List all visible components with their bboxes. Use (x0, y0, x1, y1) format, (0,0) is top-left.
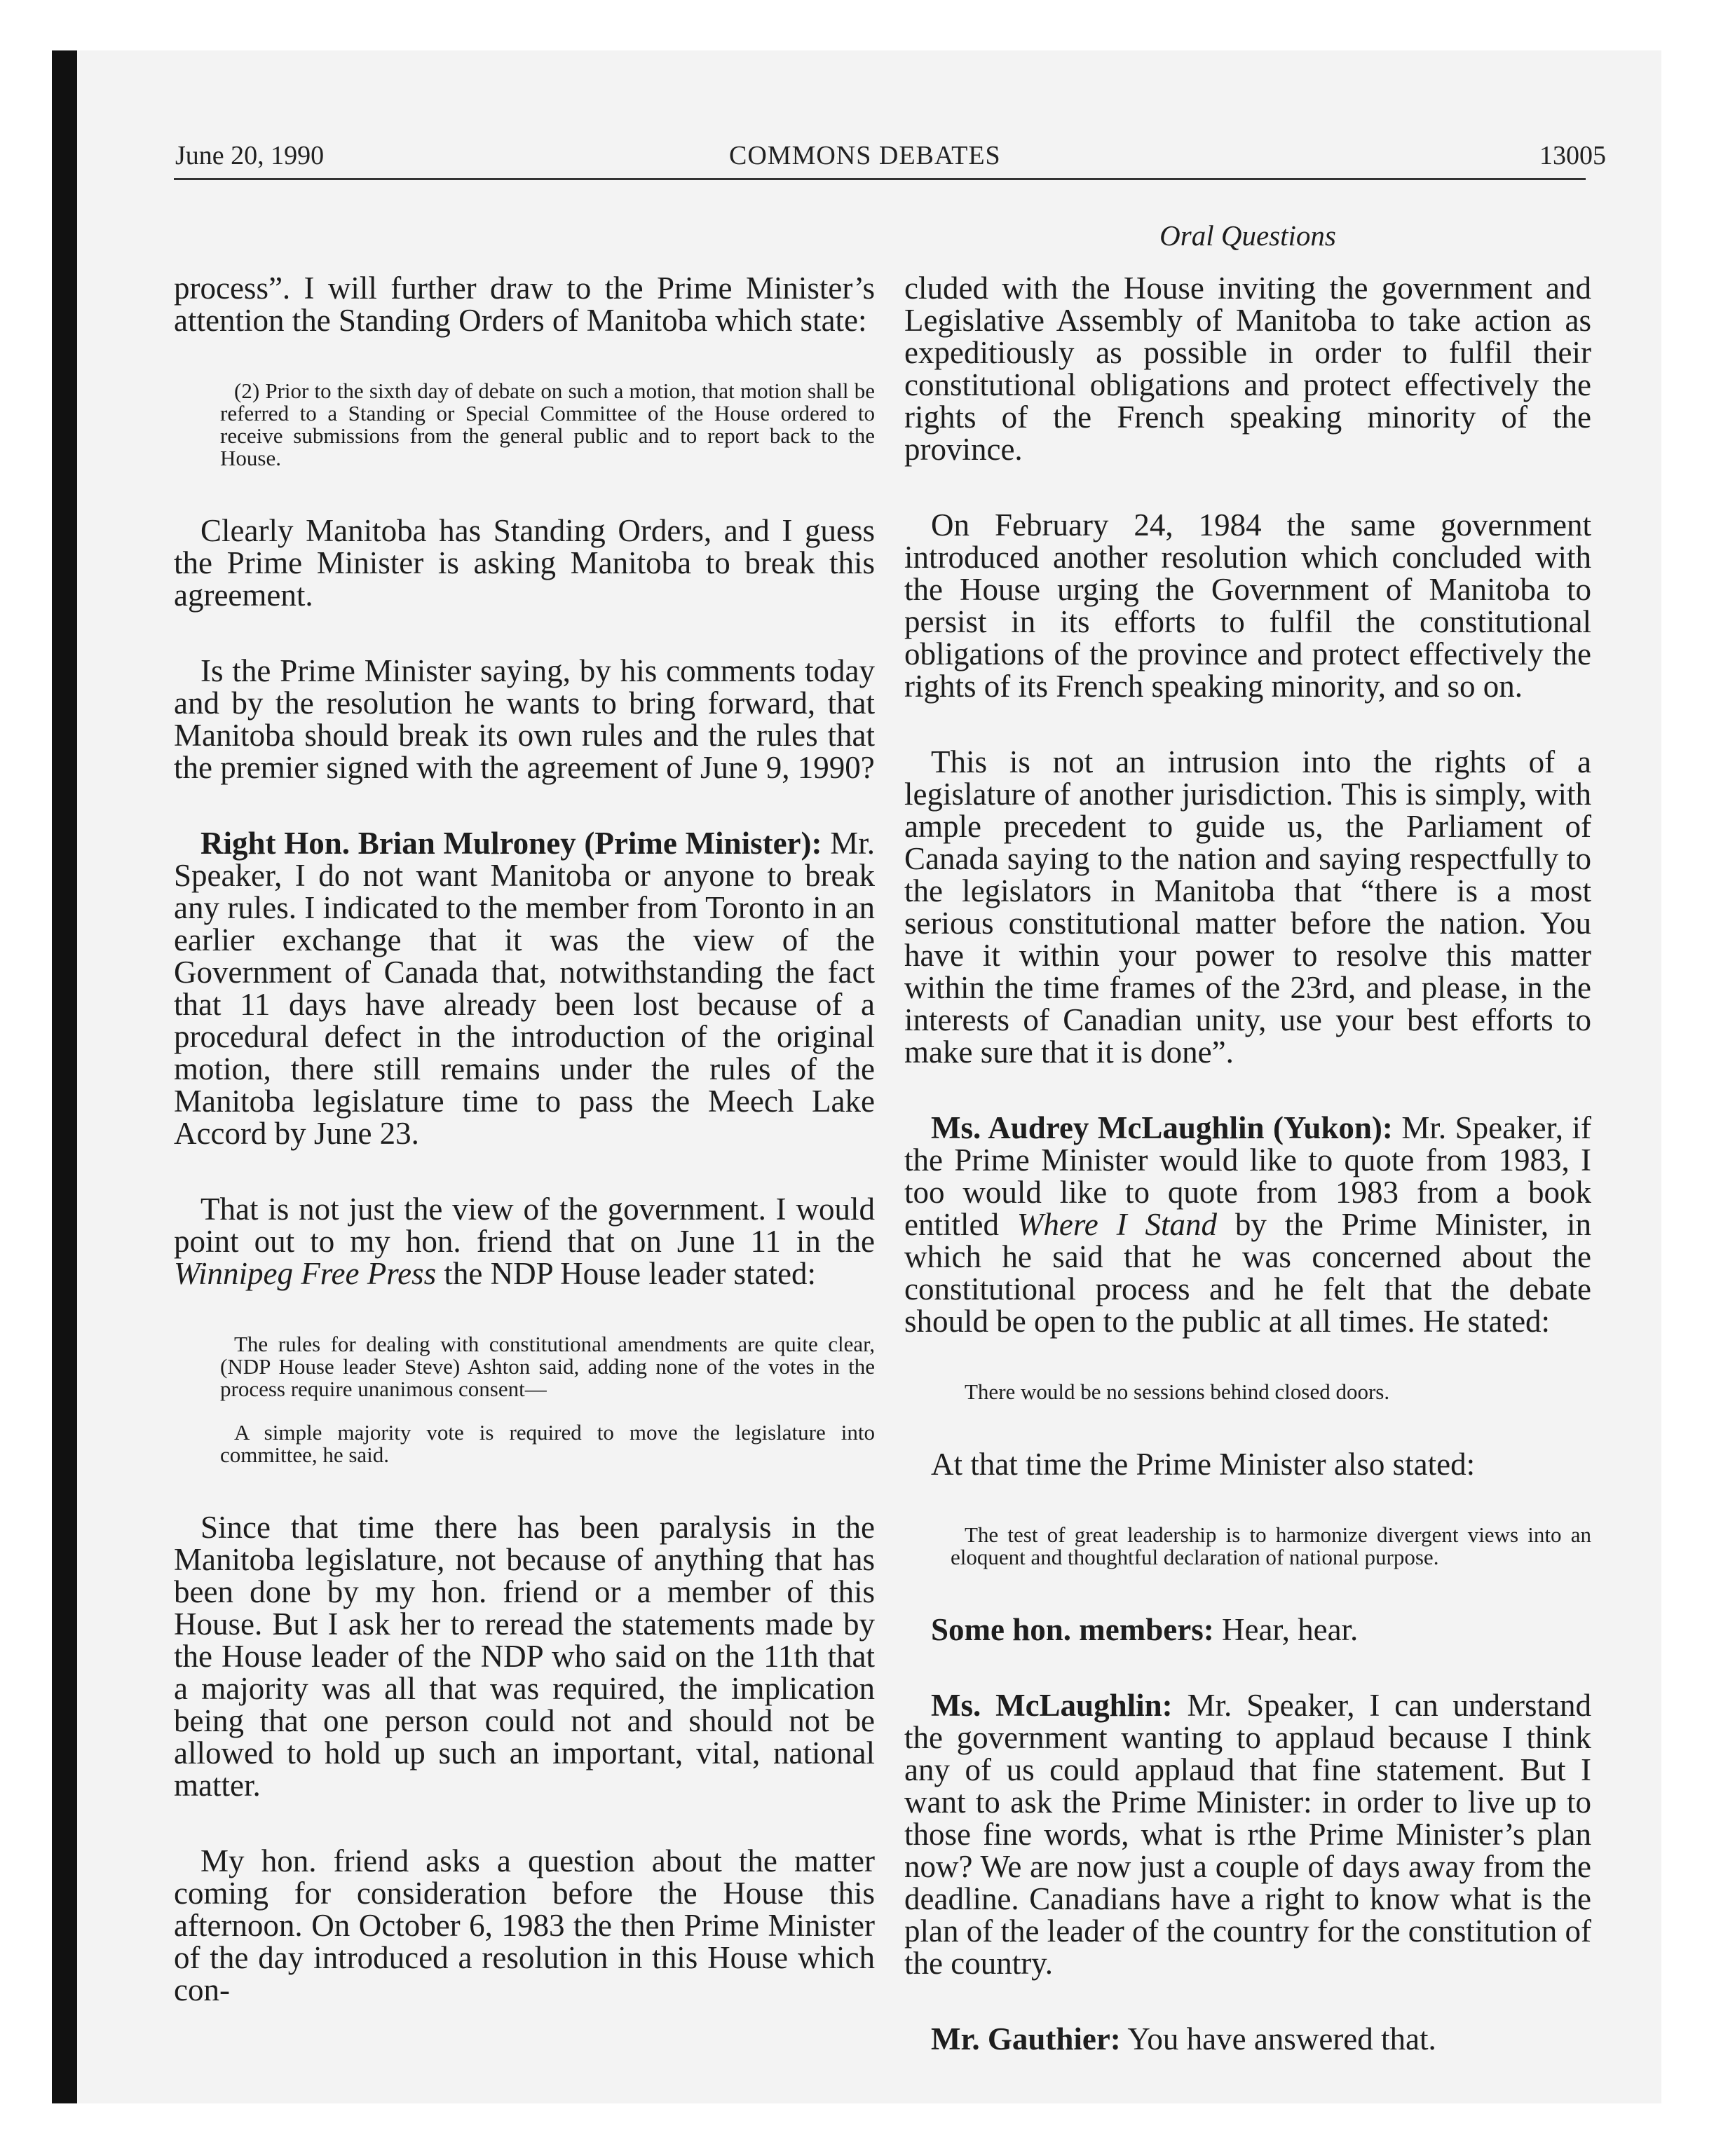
book-title: Where I Stand (1016, 1207, 1217, 1242)
paragraph: Since that time there has been paralysis in the Manitoba legislature, not because of anything that has been done by my hon. friend or a member of this House. But I ask her to reread the statements made by the House leader of the NDP who said on the 11th that a majority was all that was required, the implication being that one person could not and should not be allowed to hold up such an important, vital, national matter. (174, 1510, 875, 1803)
speech-text: Mr. Speaker, I do not want Manitoba or anyone to break any rules. I indicated to the member from Toronto in an earlier exchange that it was the view of the Government of Canada that, notwithstanding the fact that 11 days have already been lost because of a procedural defect in the introduction of the original motion, there still remains under the rules of the Manitoba legislature time to pass the Meech Lake Accord by June 23. (174, 826, 875, 1151)
paragraph: On February 24, 1984 the same government introduced another resolution which concluded with the House urging the Government of Manitoba to persist in its efforts to fulfil the constitutional obligations of the province and protect effectively the rights of its French speaking minority, and so on. (904, 507, 1591, 704)
paragraph: cluded with the House inviting the government and Legislative Assembly of Manitoba to take action as expeditiously as possible in order to fulfil their constitutional obligations and protect effectively the rights of the French speaking minority of the province. (904, 271, 1591, 467)
speech (904, 1613, 1591, 1646)
speech (174, 827, 875, 1149)
scan-shadow-edge (52, 50, 77, 2103)
speaker-name: Ms. McLaughlin: (931, 1688, 1173, 1723)
speaker-name: Some hon. members: (931, 1612, 1214, 1647)
speech (904, 2023, 1591, 2055)
paragraph: Is the Prime Minister saying, by his comments today and by the resolution he wants to bring forward, that Manitoba should break its own rules and the rules that the premier signed with the agreement of June 9, 1990? (174, 653, 875, 785)
header-title: COMMONS DEBATES (729, 141, 1001, 170)
block-quote: The rules for dealing with constitutional amendments are quite clear, (NDP House leader Steve) Ashton said, adding none of the votes in the process require unanimous consent— (220, 1332, 875, 1401)
speaker-name: Right Hon. Brian Mulroney (Prime Minister): (200, 826, 822, 861)
speech-text: by the Prime Minister, in which he said that he was concerned about the constitutional process and he felt that the debate should be open to the public at all times. He stated: (904, 1207, 1592, 1339)
speech-text: Mr. Speaker, if the Prime Minister would like to quote from 1983, I too would like to quote from 1983 from a book entitled (904, 1110, 1591, 1242)
header-date: June 20, 1990 (175, 141, 325, 170)
paragraph-text: That is not just the view of the government. I would point out to my hon. friend that on June 11 in the (174, 1192, 875, 1259)
paragraph: At that time the Prime Minister also stated: (931, 1447, 1476, 1482)
speech-text: You have answered that. (1127, 2021, 1436, 2056)
paragraph-text: the NDP House leader stated: (444, 1256, 817, 1291)
paragraph: This is not an intrusion into the rights of a legislature of another jurisdiction. This is simply, with ample precedent to guide us, the Parliament of Canada saying to the nation and saying respectfully to the legislators in Manitoba that “there is a most serious constitutional matter before the nation. You have it within your power to resolve this matter within the time frames of the 23rd, and please, in the interests of Canadian unity, use your best efforts to make sure that it is done”. (904, 744, 1591, 1070)
paragraph: My hon. friend asks a question about the matter coming for consideration before the House this afternoon. On October 6, 1983 the then Prime Minister of the day introduced a resolution in this House which con- (174, 1843, 875, 2007)
speech-text: Mr. Speaker, I can understand the government wanting to applaud because I think any of us could applaud that fine statement. But I want to ask the Prime Minister: in order to live up to those fine words, what is rthe Prime Minister’s plan now? We are now just a couple of days away from the deadline. Canadians have a right to know what is the plan of the leader of the country for the constitution of the country. (904, 1688, 1591, 1981)
speech (904, 1112, 1591, 1337)
speaker-name: Ms. Audrey McLaughlin (Yukon): (931, 1110, 1393, 1145)
speech-text: Hear, hear. (1221, 1612, 1359, 1647)
block-quote: The test of great leadership is to harmonize divergent views into an eloquent and thoughtful declaration of national purpose. (951, 1522, 1591, 1569)
block-quote: (2) Prior to the sixth day of debate on such a motion, that motion shall be referred to a Standing or Special Committee of the House ordered to receive submissions from the general public and to report back to the House. (220, 378, 875, 470)
paragraph: Clearly Manitoba has Standing Orders, and I guess the Prime Minister is asking Manitoba to break this agreement. (174, 513, 875, 613)
section-label: Oral Questions (1159, 219, 1336, 252)
left-column (174, 272, 875, 2049)
speech (904, 1689, 1591, 1979)
speaker-name: Mr. Gauthier: (931, 2021, 1121, 2056)
publication-title: Winnipeg Free Press (174, 1256, 437, 1291)
right-column (904, 272, 1591, 2099)
header-rule (174, 178, 1586, 180)
paragraph (174, 1193, 875, 1290)
block-quote: There would be no sessions behind closed doors. (965, 1379, 1390, 1404)
paragraph: process”. I will further draw to the Prime Minister’s attention the Standing Orders of Manitoba which state: (174, 271, 875, 338)
block-quote: A simple majority vote is required to move the legislature into committee, he said. (220, 1420, 875, 1467)
header-page-number: 13005 (1539, 141, 1606, 170)
